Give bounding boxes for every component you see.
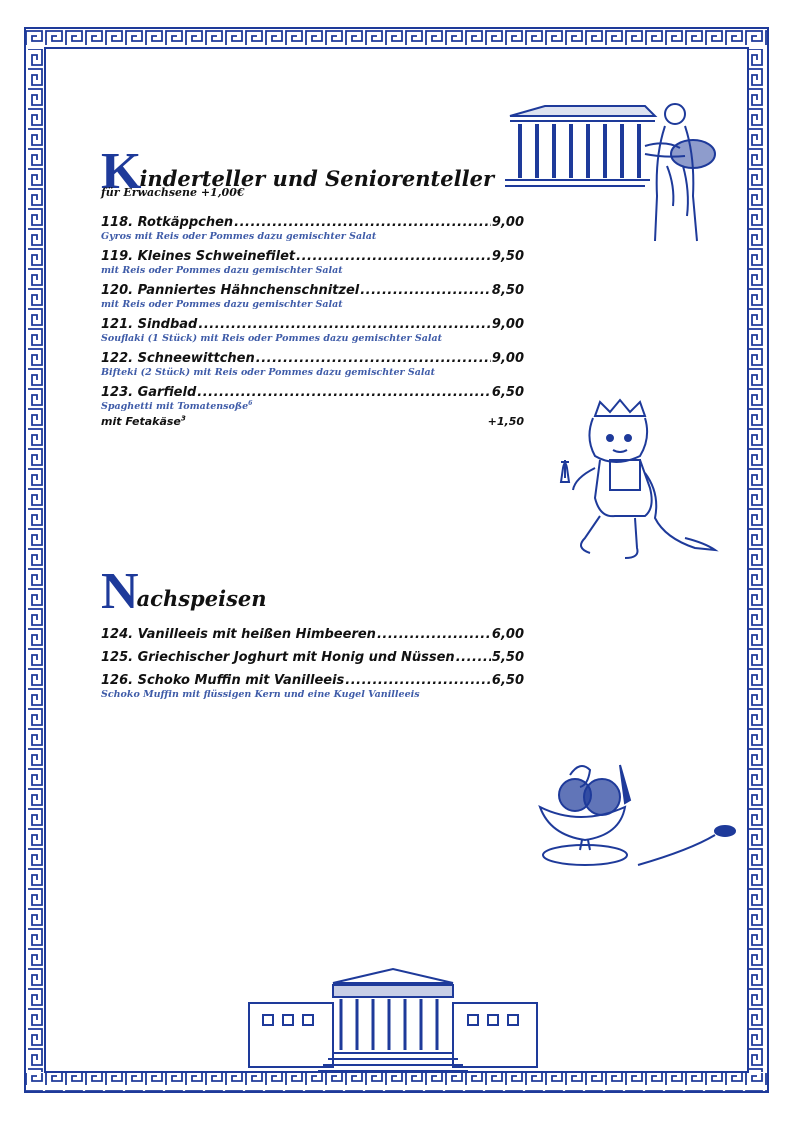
leader-dots [345,672,491,689]
extra-label: mit Fetakäse [101,415,181,428]
extra-price: +1,50 [487,415,524,428]
ice-cream-sundae-illustration [530,755,740,875]
item-description: mit Reis oder Pommes dazu gemischter Salat [101,265,343,276]
item-price: 8,50 [491,283,524,298]
item-name: 119. Kleines Schweinefilet [101,249,296,264]
item-name: 126. Schoko Muffin mit Vanilleeis [101,673,345,688]
item-price: 6,50 [491,385,524,400]
leader-dots [234,214,491,231]
kids-menu-list [101,214,524,429]
item-description: mit Reis oder Pommes dazu gemischter Salat [101,299,343,310]
item-description: Gyros mit Reis oder Pommes dazu gemischter Salat [101,231,377,242]
title-text: achspeisen [136,586,267,611]
item-name: 122. Schneewittchen [101,351,255,366]
item-description: Schoko Muffin mit flüssigen Kern und eine Kugel Vanilleeis [101,689,420,700]
item-description: Bifteki (2 Stück) mit Reis oder Pommes dazu gemischter Salat [101,367,436,378]
menu-item [101,350,524,379]
greek-temple-illustration [243,965,543,1073]
leader-dots [198,316,491,333]
allergen-footnote: 6 [248,399,253,407]
item-name: 125. Griechischer Joghurt mit Honig und Nüssen [101,650,455,665]
leader-dots [360,282,491,299]
menu-item [101,248,524,277]
item-extra [101,415,524,429]
item-name: 118. Rotkäppchen [101,215,234,230]
item-name: 121. Sindbad [101,317,198,332]
leader-dots [456,649,491,666]
item-name: 124. Vanilleeis mit heißen Himbeeren [101,627,376,642]
item-description [101,401,524,413]
menu-item [101,384,524,429]
title-text: inderteller und Seniorenteller [139,166,495,191]
kids-subtitle: für Erwachsene +1,00€ [101,186,245,199]
item-price: 9,00 [491,317,524,332]
menu-item [101,626,524,643]
desserts-section-title [101,563,267,620]
menu-item [101,649,524,666]
item-price: 6,00 [491,627,524,642]
item-name: 123. Garfield [101,385,197,400]
menu-item [101,282,524,311]
crowned-child-illustration [555,398,720,568]
desserts-menu-list [101,626,524,701]
item-description: Souflaki (1 Stück) mit Reis oder Pommes dazu gemischter Salat [101,333,443,344]
leader-dots [197,384,491,401]
item-price: 9,00 [491,351,524,366]
item-price: 9,50 [491,249,524,264]
leader-dots [296,248,491,265]
menu-item [101,316,524,345]
item-price: 9,00 [491,215,524,230]
menu-item [101,672,524,701]
acropolis-waiter-illustration [505,96,720,246]
item-price: 5,50 [491,650,524,665]
allergen-footnote: 3 [180,413,186,423]
leader-dots [256,350,491,367]
item-description-text: Spaghetti mit Tomatensoße [101,401,249,412]
title-initial: N [101,563,139,620]
leader-dots [377,626,491,643]
item-price: 6,50 [491,673,524,688]
menu-item [101,214,524,243]
item-name: 120. Panniertes Hähnchenschnitzel [101,283,360,298]
title-initial: K [101,143,142,200]
